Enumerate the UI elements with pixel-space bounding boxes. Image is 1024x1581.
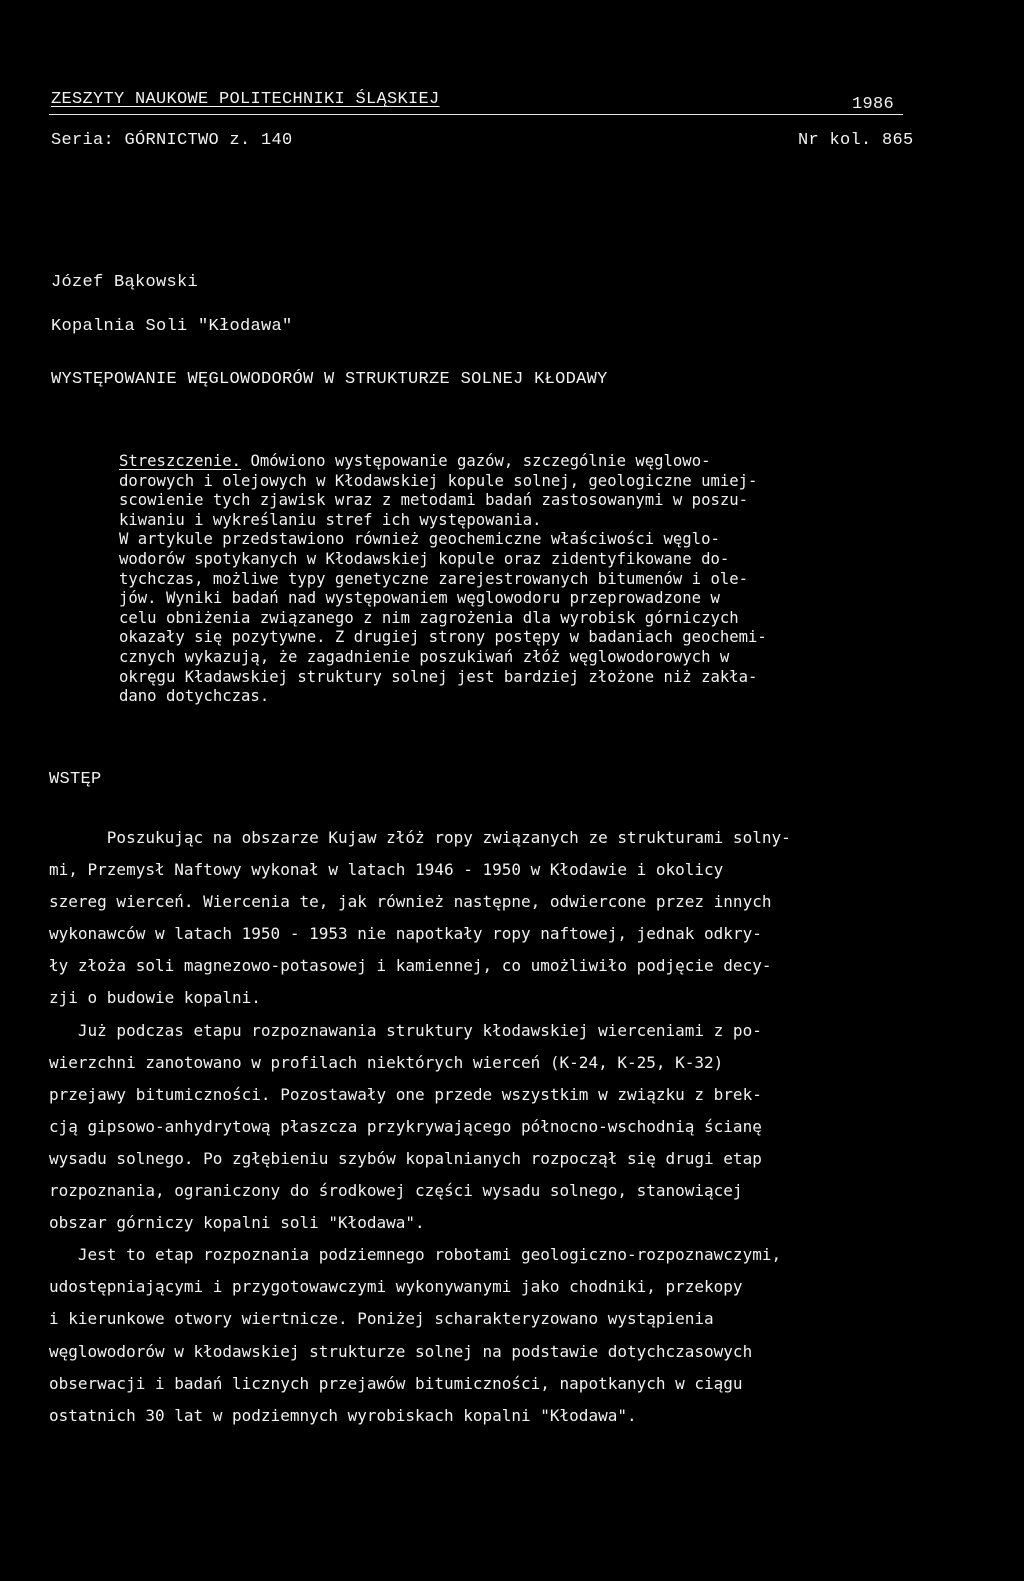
journal-name: ZESZYTY NAUKOWE POLITECHNIKI ŚLĄSKIEJ bbox=[51, 90, 440, 109]
abstract-line: W artykule przedstawiono również geochemiczne właściwości węglo- bbox=[119, 530, 720, 549]
abstract-line: wodorów spotykanych w Kłodawskiej kopule oraz zidentyfikowane do- bbox=[119, 549, 730, 568]
body-line: obszar górniczy kopalni soli "Kłodawa". bbox=[49, 1213, 425, 1233]
body-line: wierzchni zanotowano w profilach niektórych wierceń (K-24, K-25, K-32) bbox=[49, 1052, 724, 1072]
abstract-line: dano dotychczas. bbox=[119, 687, 270, 706]
body-line: ostatnich 30 lat w podziemnych wyrobiskach kopalni "Kłodawa". bbox=[49, 1405, 637, 1425]
body-line: przejawy bitumiczności. Pozostawały one przede wszystkim w związku z brek- bbox=[49, 1084, 762, 1104]
paper-title: WYSTĘPOWANIE WĘGLOWODORÓW W STRUKTURZE SOLNEJ KŁODAWY bbox=[51, 370, 608, 389]
abstract-line: Omówiono występowanie gazów, szczególnie węglowo- bbox=[241, 452, 711, 470]
body-line: i kierunkowe otwory wiertnicze. Poniżej scharakteryzowano wystąpienia bbox=[49, 1309, 714, 1329]
author-affiliation: Kopalnia Soli "Kłodawa" bbox=[51, 317, 293, 336]
author-name: Józef Bąkowski bbox=[51, 273, 199, 292]
body-line: wykonawców w latach 1950 - 1953 nie napotkały ropy naftowej, jednak odkry- bbox=[49, 924, 762, 944]
abstract-line: kiwaniu i wykreślaniu stref ich występowania. bbox=[119, 510, 542, 529]
body-line: cją gipsowo-anhydrytową płaszcza przykrywającego północno-wschodnią ścianę bbox=[49, 1116, 762, 1136]
abstract-line: dorowych i olejowych w Kłodawskiej kopule solnej, geologiczne umiej- bbox=[119, 471, 758, 490]
section-heading: WSTĘP bbox=[49, 770, 102, 789]
issue-number: Nr kol. 865 bbox=[798, 131, 914, 150]
abstract-line: celu obniżenia związanego z nim zagrożenia dla wyrobisk górniczych bbox=[119, 608, 739, 627]
abstract-line: scowienie tych zjawisk wraz z metodami badań zastosowanymi w poszu- bbox=[119, 491, 749, 510]
body-line: Już podczas etapu rozpoznawania struktury kłodawskiej wierceniami z po- bbox=[49, 1020, 762, 1040]
body-line: szereg wierceń. Wiercenia te, jak również następne, odwiercone przez innych bbox=[49, 892, 772, 912]
body-line: mi, Przemysł Naftowy wykonał w latach 1946 - 1950 w Kłodawie i okolicy bbox=[49, 860, 724, 880]
body-line: obserwacji i badań licznych przejawów bitumiczności, napotkanych w ciągu bbox=[49, 1373, 743, 1393]
abstract-line: cznych wykazują, że zagadnienie poszukiwań złóż węglowodorowych w bbox=[119, 647, 730, 666]
body-text bbox=[49, 822, 910, 1432]
abstract-line: tychczas, możliwe typy genetyczne zarejestrowanych bitumenów i ole- bbox=[119, 569, 749, 588]
header-rule bbox=[49, 114, 903, 115]
body-line: udostępniającymi i przygotowawczymi wykonywanymi jako chodniki, przekopy bbox=[49, 1277, 743, 1297]
body-line: wysadu solnego. Po zgłębieniu szybów kopalnianych rozpoczął się drugi etap bbox=[49, 1148, 762, 1168]
abstract-line: okazały się pozytywne. Z drugiej strony postępy w badaniach geochemi- bbox=[119, 628, 767, 647]
abstract-line: okręgu Kładawskiej struktury solnej jest bardziej złożone niż zakła- bbox=[119, 667, 758, 686]
abstract-label: Streszczenie. bbox=[119, 452, 242, 470]
body-line: ły złoża soli magnezowo-potasowej i kamiennej, co umożliwiło podjęcie decy- bbox=[49, 956, 772, 976]
body-line: Jest to etap rozpoznania podziemnego robotami geologiczno-rozpoznawczymi, bbox=[49, 1245, 782, 1265]
abstract bbox=[119, 452, 908, 707]
series-info: Seria: GÓRNICTWO z. 140 bbox=[51, 131, 293, 150]
body-line: węglowodorów w kłodawskiej strukturze solnej na podstawie dotychczasowych bbox=[49, 1341, 753, 1361]
body-line: rozpoznania, ograniczony do środkowej części wysadu solnego, stanowiącej bbox=[49, 1181, 743, 1201]
publication-year: 1986 bbox=[852, 95, 895, 114]
body-line: Poszukując na obszarze Kujaw złóż ropy związanych ze strukturami solny- bbox=[49, 828, 791, 847]
abstract-line: jów. Wyniki badań nad występowaniem węglowodoru przeprowadzone w bbox=[119, 589, 720, 608]
body-line: zji o budowie kopalni. bbox=[49, 988, 261, 1008]
